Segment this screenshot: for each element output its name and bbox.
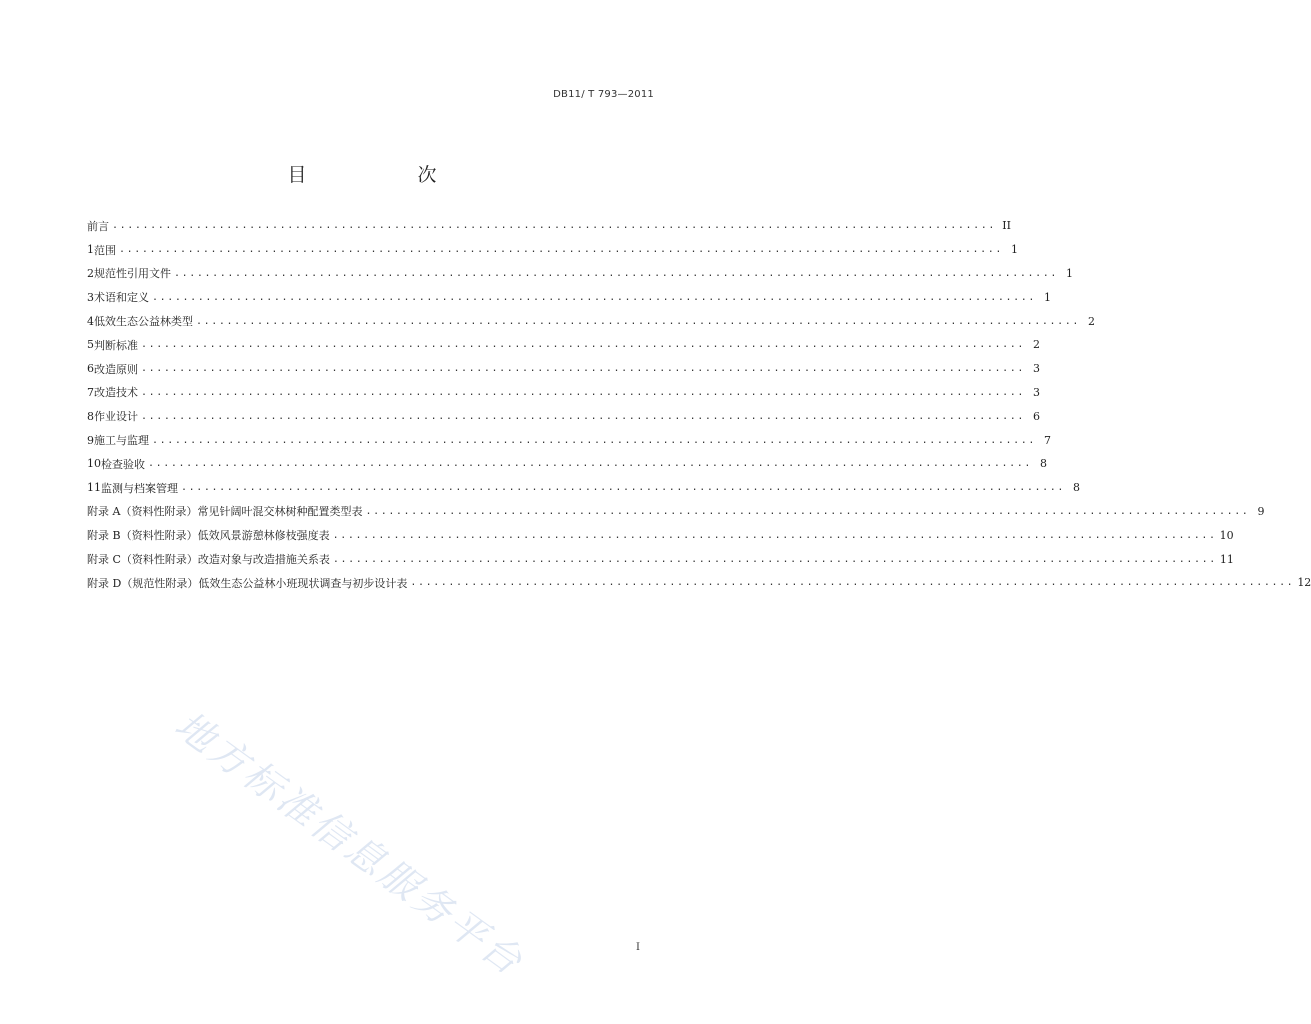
toc-entry[interactable] — [87, 476, 1080, 500]
toc-leader-dots: .................................................................................................................... — [332, 553, 1217, 565]
toc-entry-label: 监测与档案管理 — [101, 481, 178, 495]
toc-entry-page: 9 — [1257, 504, 1265, 518]
toc-entry-label: 低效生态公益林类型 — [94, 315, 193, 329]
toc-entry-page: 1 — [1010, 243, 1018, 257]
toc-appendix-entry[interactable] — [87, 500, 1265, 524]
toc-entry-number: 8 — [87, 409, 94, 423]
toc-appendix-entry[interactable] — [87, 523, 1234, 547]
appendix-label: 附录 A（资料性附录） — [87, 505, 198, 519]
toc-entry-number: 11 — [87, 481, 101, 495]
appendix-title: 改造对象与改造措施关系表 — [197, 553, 330, 567]
toc-entry-page: 3 — [1032, 385, 1040, 399]
toc-leader-dots: .................................................................................................................... — [196, 315, 1080, 327]
toc-leader-dots: .................................................................................................................... — [174, 267, 1058, 279]
toc-leader-dots: .................................................................................................................... — [141, 339, 1025, 351]
toc-entry-label: 术语和定义 — [94, 291, 149, 305]
toc-entry-number: 6 — [87, 362, 94, 376]
toc-entry[interactable] — [87, 214, 1011, 238]
toc-entry-page: 2 — [1087, 314, 1095, 328]
toc-leader-dots: .................................................................................................................... — [365, 505, 1250, 517]
toc-entry-label: 检查验收 — [101, 457, 145, 471]
toc-entry-page: 10 — [1219, 528, 1234, 542]
toc-entry[interactable] — [87, 262, 1073, 286]
toc-entry[interactable] — [87, 381, 1040, 405]
toc-entry-page: 8 — [1039, 457, 1047, 471]
toc-entry[interactable] — [87, 357, 1040, 381]
toc-entry-label: 作业设计 — [94, 410, 138, 424]
toc-entry-page: 6 — [1032, 409, 1040, 423]
toc-entry-page: 8 — [1072, 481, 1080, 495]
appendix-label: 附录 B（资料性附录） — [87, 529, 198, 543]
toc-entry-number: 7 — [87, 385, 94, 399]
toc-entry-page: 1 — [1065, 266, 1073, 280]
toc-entry[interactable] — [87, 285, 1051, 309]
toc-leader-dots: .................................................................................................................... — [410, 577, 1295, 589]
document-code: DB11/ T 793—2011 — [553, 89, 654, 100]
page-number: I — [636, 942, 640, 953]
toc-leader-dots: .................................................................................................................... — [152, 434, 1036, 446]
toc-entry-label: 判断标准 — [94, 338, 138, 352]
appendix-title: 低效风景游憩林修枝强度表 — [197, 529, 330, 543]
toc-leader-dots: .................................................................................................................... — [141, 410, 1025, 422]
watermark: 地方标准信息服务平台 — [167, 702, 533, 986]
toc-appendix-entry[interactable] — [87, 571, 1311, 595]
toc-leader-dots: .................................................................................................................... — [141, 363, 1025, 375]
toc-entry[interactable] — [87, 428, 1051, 452]
toc-entry-number: 4 — [87, 314, 94, 328]
appendix-title: 常见针阔叶混交林树种配置类型表 — [197, 505, 363, 519]
toc-entry-number: 10 — [87, 457, 101, 471]
toc-entry[interactable] — [87, 238, 1018, 262]
toc-leader-dots: .................................................................................................................... — [152, 291, 1036, 303]
toc-entry-number: 3 — [87, 290, 94, 304]
toc-entry-page: 7 — [1043, 433, 1051, 447]
toc-leader-dots: .................................................................................................................... — [181, 482, 1065, 494]
toc-leader-dots: .................................................................................................................... — [141, 386, 1025, 398]
toc-entry-label: 规范性引用文件 — [94, 267, 171, 281]
toc-leader-dots: .................................................................................................................... — [332, 529, 1217, 541]
toc-entry-page: II — [1002, 219, 1011, 233]
toc-entry[interactable] — [87, 452, 1047, 476]
page-title: 目 次 — [287, 164, 483, 186]
toc-entry-page: 12 — [1297, 576, 1311, 590]
toc-appendix-entry[interactable] — [87, 547, 1234, 571]
toc-entry-number: 9 — [87, 433, 94, 447]
toc-entry-number: 5 — [87, 338, 94, 352]
toc-entry[interactable] — [87, 333, 1040, 357]
toc-entry[interactable] — [87, 309, 1095, 333]
toc-leader-dots: .................................................................................................................... — [148, 458, 1032, 470]
toc-entry-label: 施工与监理 — [94, 434, 149, 448]
toc-leader-dots: .................................................................................................................... — [112, 220, 996, 232]
toc-entry[interactable] — [87, 404, 1040, 428]
appendix-label: 附录 C（资料性附录） — [87, 553, 198, 567]
toc-leader-dots: .................................................................................................................... — [119, 244, 1003, 256]
toc-entry-page: 2 — [1032, 338, 1040, 352]
toc-entry-page: 11 — [1219, 552, 1234, 566]
toc-entry-page: 1 — [1043, 290, 1051, 304]
appendix-label: 附录 D（规范性附录） — [87, 576, 199, 590]
toc-entry-label: 范围 — [94, 243, 116, 257]
appendix-title: 低效生态公益林小班现状调查与初步设计表 — [198, 576, 408, 590]
toc-entry-label: 前言 — [87, 219, 109, 233]
toc-entry-label: 改造技术 — [94, 386, 138, 400]
toc-entry-page: 3 — [1032, 362, 1040, 376]
toc-entry-number: 2 — [87, 266, 94, 280]
toc-entry-label: 改造原则 — [94, 362, 138, 376]
toc-entry-number: 1 — [87, 243, 94, 257]
table-of-contents — [87, 214, 1311, 595]
